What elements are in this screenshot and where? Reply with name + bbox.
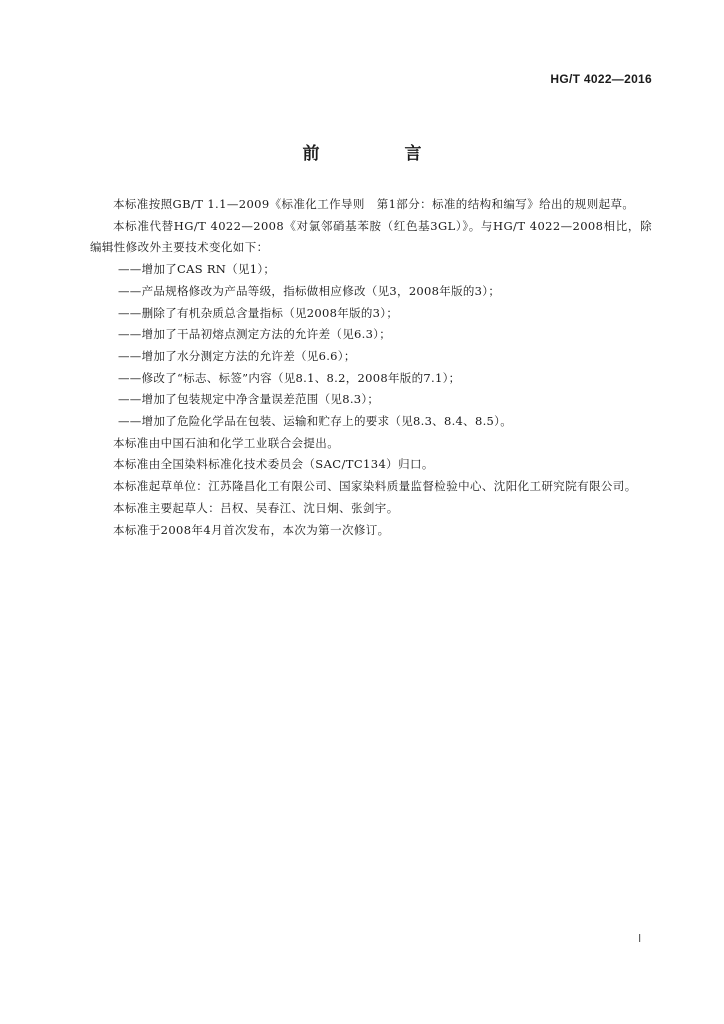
- change-item: ——修改了“标志、标签”内容（见8.1、8.2，2008年版的7.1）；: [118, 370, 461, 385]
- paragraph-replaces: 本标准代替HG/T 4022—2008《对氯邻硝基苯胺（红色基3GL）》。与HG/T 4022—2008相比，除编辑性修改外主要技术变化如下：: [90, 218, 652, 255]
- standard-code: HG/T 4022—2016: [550, 72, 652, 86]
- paragraph-drafters: 本标准主要起草人：吕权、吴春江、沈日炯、张剑宇。: [113, 500, 399, 515]
- paragraph-history: 本标准于2008年4月首次发布，本次为第一次修订。: [113, 522, 390, 537]
- paragraph-committee: 本标准由全国染料标准化技术委员会（SAC/TC134）归口。: [113, 457, 434, 472]
- change-item: ——删除了有机杂质总含量指标（见2008年版的3）；: [118, 305, 399, 320]
- change-item: ——产品规格修改为产品等级，指标做相应修改（见3，2008年版的3）；: [118, 283, 501, 298]
- document-body: [90, 194, 652, 541]
- change-item: ——增加了干品初熔点测定方法的允许差（见6.3）；: [118, 327, 392, 342]
- change-item: ——增加了CAS RN（见1）；: [118, 262, 276, 277]
- paragraph-drafting-units: 本标准起草单位：江苏隆昌化工有限公司、国家染料质量监督检验中心、沈阳化工研究院有限公司。: [113, 479, 637, 494]
- change-item: ——增加了水分测定方法的允许差（见6.6）；: [118, 348, 356, 363]
- paragraph-proposer: 本标准由中国石油和化学工业联合会提出。: [113, 435, 340, 450]
- page-title: 前 言: [302, 144, 456, 164]
- change-item: ——增加了包装规定中净含量误差范围（见8.3）；: [118, 392, 380, 407]
- change-item: ——增加了危险化学品在包装、运输和贮存上的要求（见8.3、8.4、8.5）。: [118, 414, 513, 429]
- page-number: I: [638, 932, 642, 945]
- paragraph-drafting-rules: 本标准按照GB/T 1.1—2009《标准化工作导则 第1部分：标准的结构和编写》给出的规则起草。: [113, 197, 635, 211]
